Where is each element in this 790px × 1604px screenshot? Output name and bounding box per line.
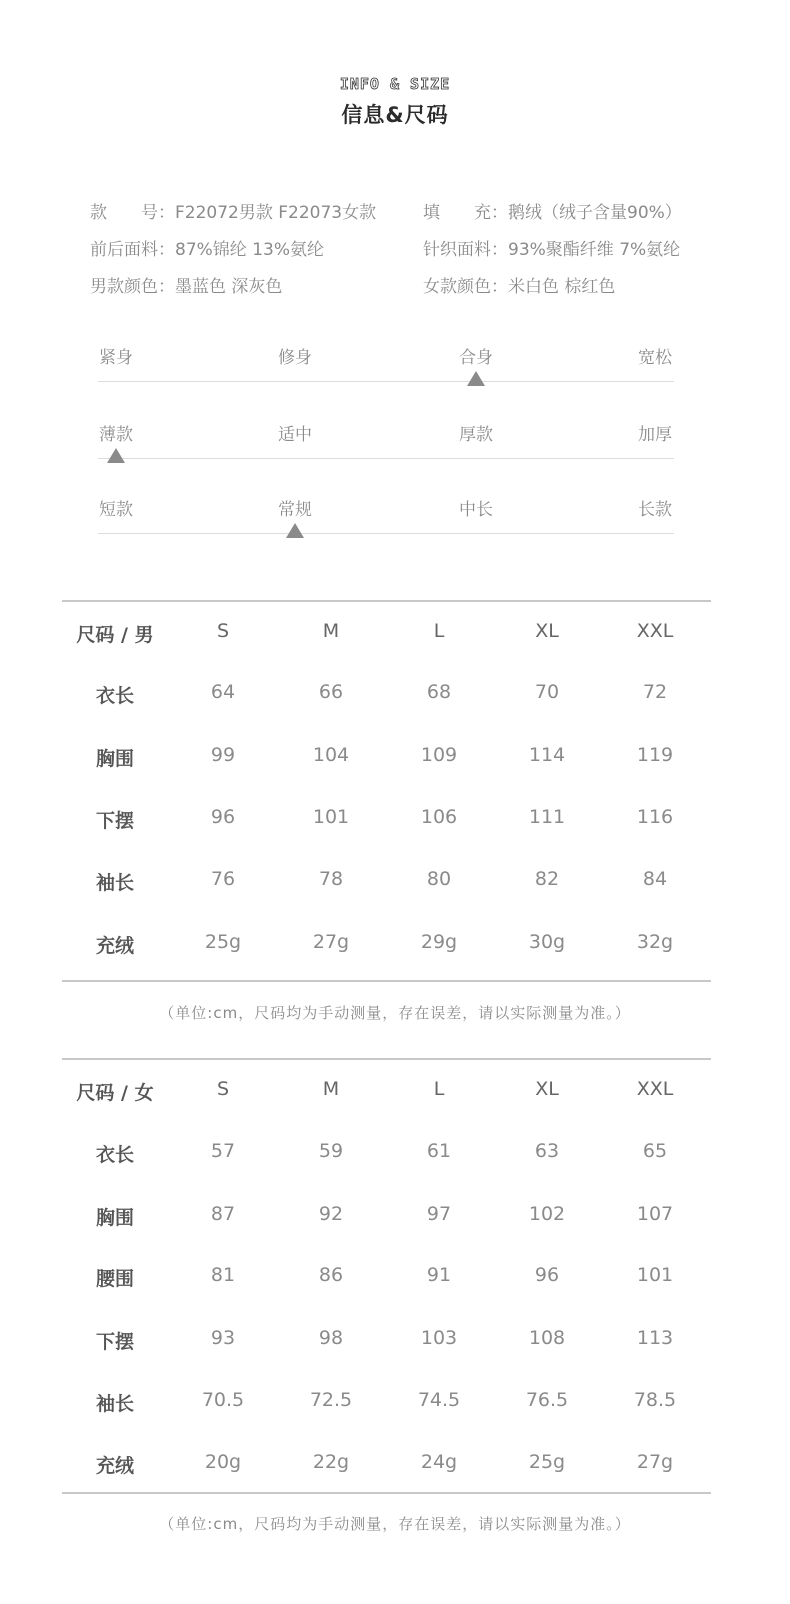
table-cell: 68 (426, 681, 452, 703)
table-cell: 87 (210, 1203, 236, 1225)
table-bottom-rule (62, 980, 711, 982)
info-value: 墨蓝色 深灰色 (175, 277, 283, 297)
table-cell: 74.5 (417, 1389, 461, 1411)
table-cell: 96 (534, 1264, 560, 1286)
scale-marker-icon (107, 448, 125, 463)
size-column-header: XXL (636, 620, 674, 642)
info-label: 前后面料： (90, 240, 175, 260)
table-cell: 22g (312, 1451, 350, 1473)
info-label: 填 充： (423, 203, 508, 223)
title-english: INFO & SIZE (339, 75, 451, 93)
table-cell: 104 (312, 744, 350, 766)
table-cell: 101 (312, 806, 350, 828)
scale-option: 合身 (459, 348, 493, 368)
table-cell: 63 (534, 1140, 560, 1162)
scale-line (98, 458, 674, 459)
info-value: 米白色 棕红色 (508, 277, 616, 297)
table-cell: 64 (210, 681, 236, 703)
table-cell: 86 (318, 1264, 344, 1286)
table-cell: 97 (426, 1203, 452, 1225)
table-cell: 76.5 (525, 1389, 569, 1411)
table-cell: 91 (426, 1264, 452, 1286)
info-label: 男款颜色： (90, 277, 175, 297)
table-cell: 78.5 (633, 1389, 677, 1411)
scale-marker-icon (286, 523, 304, 538)
scale-option: 厚款 (459, 425, 493, 445)
scale-line (98, 533, 674, 534)
table-cell: 116 (636, 806, 674, 828)
table-cell: 113 (636, 1327, 674, 1349)
info-label: 款 号： (90, 203, 175, 223)
table-cell: 81 (210, 1264, 236, 1286)
size-column-header: M (322, 1078, 340, 1100)
table-cell: 20g (204, 1451, 242, 1473)
table-cell: 27g (636, 1451, 674, 1473)
table-cell: 32g (636, 931, 674, 953)
table-cell: 57 (210, 1140, 236, 1162)
table-cell: 101 (636, 1264, 674, 1286)
info-value: 87%锦纶 13%氨纶 (175, 240, 324, 260)
table-cell: 24g (420, 1451, 458, 1473)
info-knit-fabric (423, 235, 680, 260)
scale-option: 宽松 (638, 348, 672, 368)
info-label: 针织面料： (423, 240, 508, 260)
scale-option: 常规 (278, 500, 312, 520)
scale-option: 中长 (459, 500, 493, 520)
info-filling (423, 198, 682, 223)
table-cell: 25g (528, 1451, 566, 1473)
table-cell: 103 (420, 1327, 458, 1349)
table-cell: 93 (210, 1327, 236, 1349)
table-cell: 109 (420, 744, 458, 766)
table-top-rule (62, 1058, 711, 1060)
table-cell: 96 (210, 806, 236, 828)
table-cell: 70 (534, 681, 560, 703)
table-cell: 92 (318, 1203, 344, 1225)
size-column-header: L (433, 620, 445, 642)
measurement-label: 胸围 (95, 748, 134, 770)
measurement-label: 胸围 (95, 1207, 134, 1229)
scale-option: 适中 (278, 425, 312, 445)
measurement-label: 腰围 (95, 1268, 134, 1290)
info-value: F22072男款 F22073女款 (175, 203, 377, 223)
scale-option: 修身 (278, 348, 312, 368)
measurement-label: 下摆 (95, 810, 134, 832)
info-label: 女款颜色： (423, 277, 508, 297)
table-cell: 70.5 (201, 1389, 245, 1411)
measurement-label: 袖长 (95, 1393, 134, 1415)
table-cell: 111 (528, 806, 566, 828)
table-cell: 66 (318, 681, 344, 703)
table-cell: 25g (204, 931, 242, 953)
size-column-header: S (216, 620, 230, 642)
size-column-header: XL (535, 1078, 559, 1100)
table-cell: 82 (534, 868, 560, 890)
table-cell: 84 (642, 868, 668, 890)
size-column-header: L (433, 1078, 445, 1100)
table-cell: 78 (318, 868, 344, 890)
title-chinese: 信息&尺码 (341, 103, 449, 127)
scale-option: 短款 (99, 500, 133, 520)
table-cell: 102 (528, 1203, 566, 1225)
info-value: 93%聚酯纤维 7%氨纶 (508, 240, 681, 260)
scale-line (98, 381, 674, 382)
table-bottom-rule (62, 1492, 711, 1494)
scale-marker-icon (467, 371, 485, 386)
table-cell: 108 (528, 1327, 566, 1349)
measurement-label: 衣长 (95, 1144, 134, 1166)
measurement-label: 下摆 (95, 1331, 134, 1353)
table-cell: 99 (210, 744, 236, 766)
measurement-label: 袖长 (95, 872, 134, 894)
table-cell: 98 (318, 1327, 344, 1349)
table-cell: 59 (318, 1140, 344, 1162)
table-cell: 29g (420, 931, 458, 953)
men-table-note: （单位:cm，尺码均为手动测量，存在误差，请以实际测量为准。） (159, 1004, 631, 1022)
table-cell: 107 (636, 1203, 674, 1225)
info-style-number (90, 198, 376, 223)
table-cell: 30g (528, 931, 566, 953)
table-cell: 119 (636, 744, 674, 766)
measurement-label: 充绒 (95, 1455, 134, 1477)
table-cell: 72.5 (309, 1389, 353, 1411)
table-cell: 76 (210, 868, 236, 890)
table-top-rule (62, 600, 711, 602)
measurement-label: 充绒 (95, 935, 134, 957)
measurement-label: 衣长 (95, 685, 134, 707)
size-header-label: 尺码 / 男 (76, 624, 154, 646)
table-cell: 61 (426, 1140, 452, 1162)
women-table-note: （单位:cm，尺码均为手动测量，存在误差，请以实际测量为准。） (159, 1515, 631, 1533)
table-cell: 27g (312, 931, 350, 953)
table-cell: 80 (426, 868, 452, 890)
size-column-header: XL (535, 620, 559, 642)
info-women-colors (423, 272, 615, 297)
info-men-colors (90, 272, 282, 297)
table-cell: 114 (528, 744, 566, 766)
scale-option: 加厚 (638, 425, 672, 445)
info-value: 鹅绒（绒子含量90%） (508, 203, 682, 223)
size-column-header: S (216, 1078, 230, 1100)
size-column-header: M (322, 620, 340, 642)
scale-option: 紧身 (99, 348, 133, 368)
table-cell: 106 (420, 806, 458, 828)
table-cell: 65 (642, 1140, 668, 1162)
table-cell: 72 (642, 681, 668, 703)
info-shell-fabric (90, 235, 324, 260)
scale-option: 薄款 (99, 425, 133, 445)
size-column-header: XXL (636, 1078, 674, 1100)
size-header-label: 尺码 / 女 (76, 1082, 154, 1104)
scale-option: 长款 (638, 500, 672, 520)
